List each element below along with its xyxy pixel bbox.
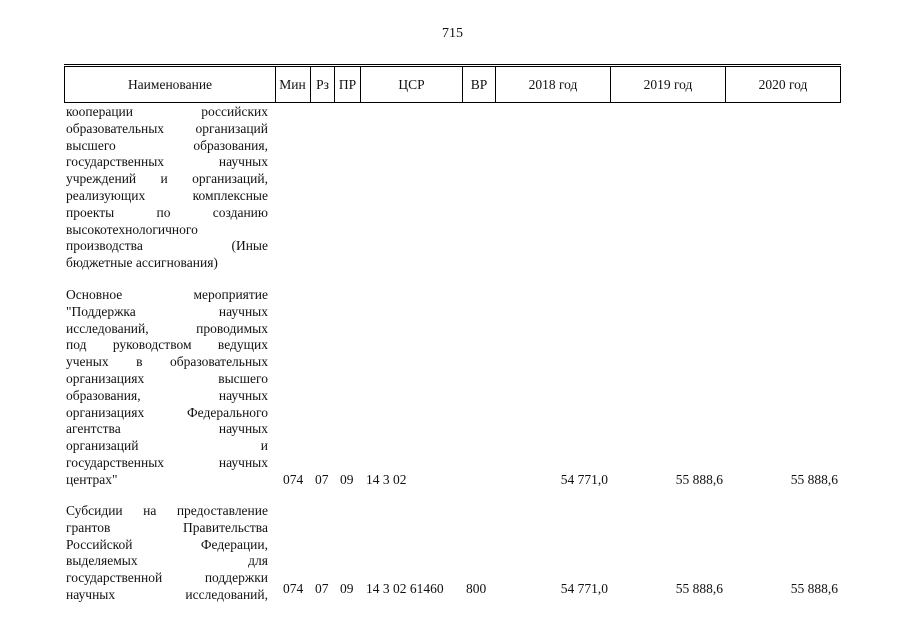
cell-csr: 14 3 02 xyxy=(366,472,407,487)
cell-2020: 55 888,6 xyxy=(790,472,838,487)
row-line: бюджетные ассигнования) xyxy=(66,255,218,271)
cell-2020: 55 888,6 xyxy=(790,581,838,596)
page-number: 715 xyxy=(442,26,463,41)
row-line: выделяемых для xyxy=(66,553,268,569)
row-line: организациях Федерального xyxy=(66,404,268,420)
header-rz: Рз xyxy=(311,66,335,103)
table-row-name xyxy=(66,287,268,489)
row-line: организациях высшего xyxy=(66,370,268,386)
row-line: высокотехнологичного xyxy=(66,221,198,237)
cell-2019: 55 888,6 xyxy=(675,472,723,487)
cell-2019: 55 888,6 xyxy=(675,581,723,596)
header-csr: ЦСР xyxy=(361,66,463,103)
table-row-name xyxy=(66,503,268,604)
row-line: Основное мероприятие xyxy=(66,287,268,302)
cell-vr: 800 xyxy=(466,581,487,596)
row-line: грантов Правительства xyxy=(66,519,268,535)
row-line: образовательных организаций xyxy=(66,120,268,136)
header-name: Наименование xyxy=(64,66,276,103)
header-vr: ВР xyxy=(463,66,496,103)
row-line: образования, научных xyxy=(66,387,268,403)
cell-2018: 54 771,0 xyxy=(560,472,608,487)
row-line: производства (Иные xyxy=(66,238,268,254)
row-line: государственной поддержки xyxy=(66,570,268,586)
header-2020: 2020 год xyxy=(726,66,841,103)
row-line: научных исследований, xyxy=(66,586,268,602)
row-line: реализующих комплексные xyxy=(66,187,268,203)
row-line: агентства научных xyxy=(66,421,268,437)
cell-2018: 54 771,0 xyxy=(560,581,608,596)
header-2018: 2018 год xyxy=(496,66,611,103)
row-line: Российской Федерации, xyxy=(66,536,268,552)
header-2019: 2019 год xyxy=(611,66,726,103)
row-line: высшего образования, xyxy=(66,137,268,153)
header-pr: ПР xyxy=(335,66,361,103)
row-line: учреждений и организаций, xyxy=(66,171,268,187)
row-line: "Поддержка научных xyxy=(66,303,268,319)
cell-min: 074 xyxy=(283,581,304,596)
cell-rz: 07 xyxy=(315,581,329,596)
row-line: государственных научных xyxy=(66,454,268,470)
row-line: исследований, проводимых xyxy=(66,320,268,336)
row-line: ученых в образовательных xyxy=(66,354,268,370)
row-line: кооперации российских xyxy=(66,104,268,119)
cell-min: 074 xyxy=(283,472,304,487)
cell-pr: 09 xyxy=(340,581,354,596)
cell-csr: 14 3 02 61460 xyxy=(366,581,444,596)
table-top-rule xyxy=(64,64,841,65)
cell-pr: 09 xyxy=(340,472,354,487)
row-line: проекты по созданию xyxy=(66,204,268,220)
row-line: центрах" xyxy=(66,471,118,487)
table-row-name xyxy=(66,104,268,272)
row-line: Субсидии на предоставление xyxy=(66,503,268,518)
cell-rz: 07 xyxy=(315,472,329,487)
row-line: государственных научных xyxy=(66,154,268,170)
header-min: Мин xyxy=(275,66,311,103)
row-line: под руководством ведущих xyxy=(66,337,268,353)
row-line: организаций и xyxy=(66,438,268,454)
